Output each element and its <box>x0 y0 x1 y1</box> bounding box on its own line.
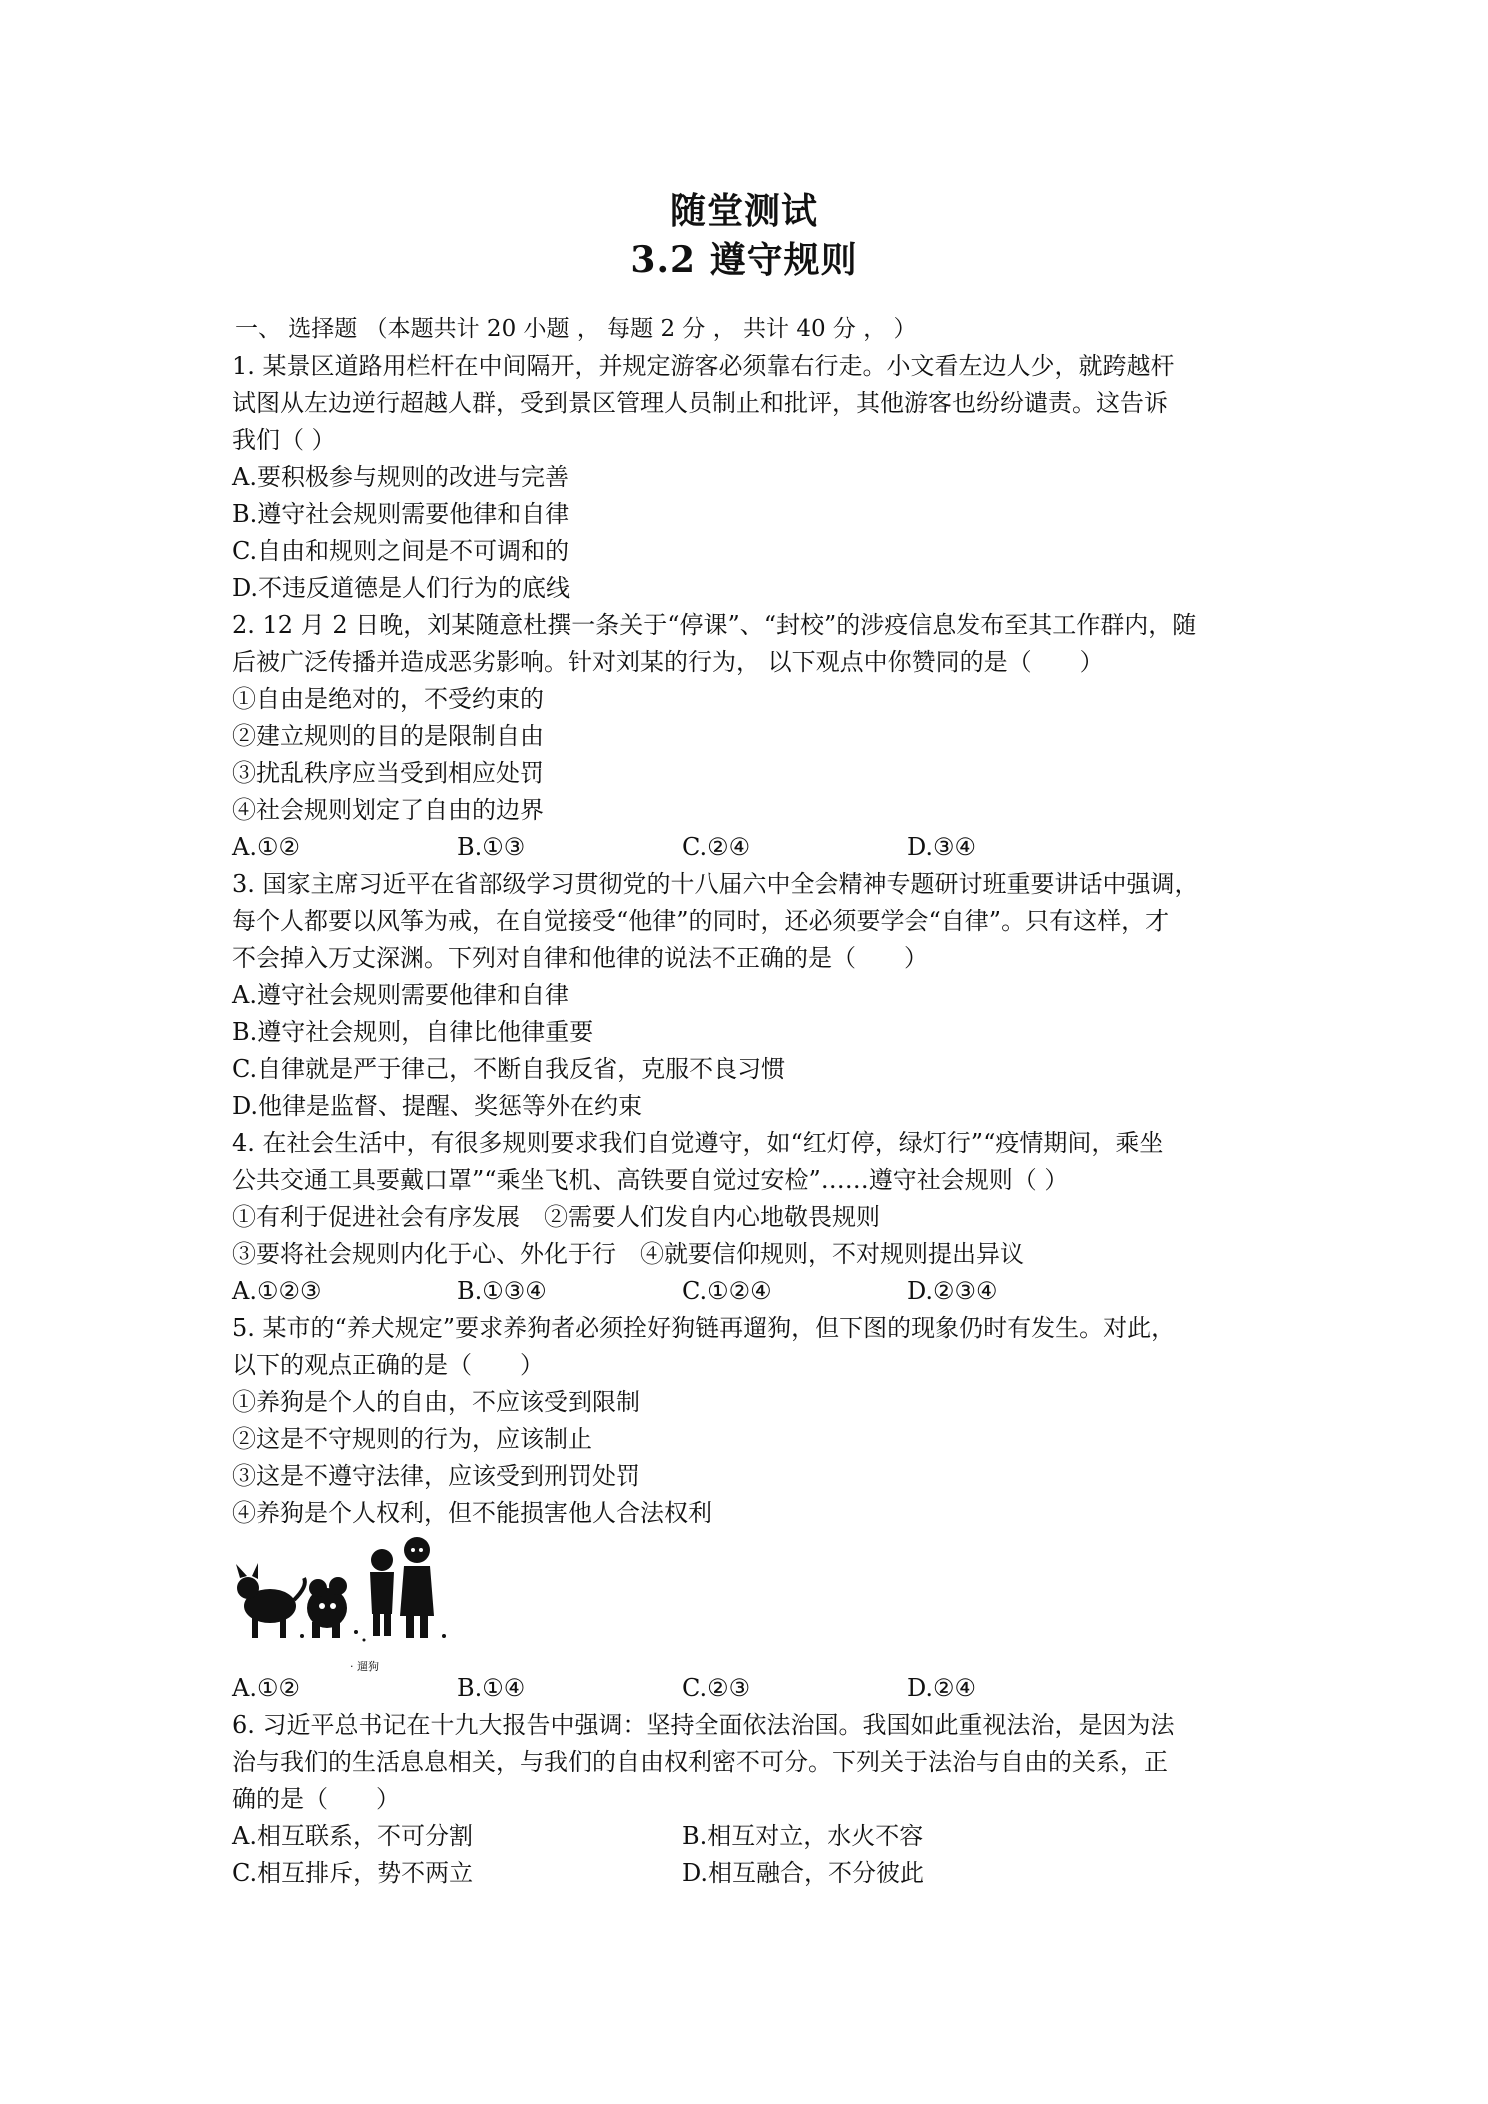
question-stem-line: 治与我们的生活息息相关，与我们的自由权利密不可分。下列关于法治与自由的关系，正 <box>232 1748 1168 1776</box>
question-stem-line: 我们（ ） <box>232 426 336 454</box>
option-d: D.②④ <box>907 1674 977 1702</box>
statement-item: ②这是不守规则的行为，应该制止 <box>232 1425 592 1453</box>
option-row <box>232 1273 1272 1310</box>
question-stem-line: 公共交通工具要戴口罩”“乘坐飞机、高铁要自觉过安检”……遵守社会规则（ ） <box>232 1166 1069 1194</box>
statement-item: ③这是不遵守法律，应该受到刑罚处罚 <box>232 1462 640 1490</box>
question-stem-line: 6. 习近平总书记在十九大报告中强调：坚持全面依法治国。我国如此重视法治，是因为法 <box>232 1711 1175 1739</box>
question-5 <box>232 1310 1272 1707</box>
statement-item: ④养狗是个人权利，但不能损害他人合法权利 <box>232 1499 712 1527</box>
option-b: B.①④ <box>457 1674 526 1702</box>
question-2 <box>232 607 1272 866</box>
statement-item: ②建立规则的目的是限制自由 <box>232 722 544 750</box>
dog-walking-illustration <box>232 1536 452 1648</box>
option-b: B.遵守社会规则需要他律和自律 <box>232 500 570 528</box>
option-a: A.要积极参与规则的改进与完善 <box>232 463 569 491</box>
option-b: B.①③ <box>457 833 526 861</box>
option-a: A.①② <box>232 1674 300 1702</box>
question-1 <box>232 348 1272 607</box>
option-a: A.①② <box>232 833 300 861</box>
question-stem-line: 确的是（ ） <box>232 1785 400 1813</box>
statement-item: ①自由是绝对的，不受约束的 <box>232 685 544 713</box>
section-heading: 一、 选择题 （本题共计 20 小题 ， 每题 2 分 ， 共计 40 分 ， ） <box>235 316 917 342</box>
option-row <box>232 1818 1272 1855</box>
question-stem-line: 试图从左边逆行超越人群，受到景区管理人员制止和批评，其他游客也纷纷谴责。这告诉 <box>232 389 1168 417</box>
option-c: C.自律就是严于律己，不断自我反省，克服不良习惯 <box>232 1055 786 1083</box>
option-b: B.相互对立，水火不容 <box>682 1822 924 1850</box>
option-row <box>232 829 1272 866</box>
option-row <box>232 1855 1272 1892</box>
question-stem-line: 4. 在社会生活中，有很多规则要求我们自觉遵守，如“红灯停，绿灯行”“疫情期间，乘坐 <box>232 1129 1164 1157</box>
question-6 <box>232 1707 1272 1892</box>
question-stem-line: 以下的观点正确的是（ ） <box>232 1351 544 1379</box>
statement-item: ③扰乱秩序应当受到相应处罚 <box>232 759 544 787</box>
option-row <box>232 1670 1272 1707</box>
option-c: C.①②④ <box>682 1277 772 1305</box>
option-a: A.①②③ <box>232 1277 322 1305</box>
question-stem-line: 每个人都要以风筝为戒，在自觉接受“他律”的同时，还必须要学会“自律”。只有这样，才 <box>232 907 1170 935</box>
statement-item: ③要将社会规则内化于心、外化于行 ④就要信仰规则，不对规则提出异议 <box>232 1240 1024 1268</box>
option-d: D.②③④ <box>907 1277 998 1305</box>
option-d: D.相互融合，不分彼此 <box>682 1859 925 1887</box>
statement-item: ①有利于促进社会有序发展 ②需要人们发自内心地敬畏规则 <box>232 1203 880 1231</box>
question-stem-line: 后被广泛传播并造成恶劣影响。针对刘某的行为， 以下观点中你赞同的是（ ） <box>232 648 1104 676</box>
option-c: C.相互排斥，势不两立 <box>232 1859 474 1887</box>
option-b: B.遵守社会规则，自律比他律重要 <box>232 1018 594 1046</box>
option-c: C.自由和规则之间是不可调和的 <box>232 537 570 565</box>
option-c: C.②④ <box>682 833 751 861</box>
option-a: A.遵守社会规则需要他律和自律 <box>232 981 569 1009</box>
statement-item: ④社会规则划定了自由的边界 <box>232 796 544 824</box>
option-d: D.③④ <box>907 833 977 861</box>
question-stem-line: 不会掉入万丈深渊。下列对自律和他律的说法不正确的是（ ） <box>232 944 928 972</box>
question-3 <box>232 866 1272 1125</box>
statement-item: ①养狗是个人的自由，不应该受到限制 <box>232 1388 640 1416</box>
question-4 <box>232 1125 1272 1310</box>
question-stem-line: 5. 某市的“养犬规定”要求养狗者必须拴好狗链再遛狗，但下图的现象仍时有发生。对此， <box>232 1314 1176 1342</box>
option-d: D.不违反道德是人们行为的底线 <box>232 574 571 602</box>
option-d: D.他律是监督、提醒、奖惩等外在约束 <box>232 1092 643 1120</box>
question-stem-line: 2. 12 月 2 日晚，刘某随意杜撰一条关于“停课”、“封校”的涉疫信息发布至其工作群内，随 <box>232 611 1197 639</box>
figure-caption: · 遛狗 <box>350 1660 379 1673</box>
dog-walking-figure <box>232 1532 1272 1673</box>
option-c: C.②③ <box>682 1674 751 1702</box>
question-stem-line: 3. 国家主席习近平在省部级学习贯彻党的十八届六中全会精神专题研讨班重要讲话中强调， <box>232 870 1199 898</box>
document-title: 随堂测试 <box>669 190 818 232</box>
option-b: B.①③④ <box>457 1277 547 1305</box>
question-list <box>232 348 1272 1892</box>
document-subtitle: 3.2 遵守规则 <box>630 239 858 281</box>
option-a: A.相互联系，不可分割 <box>232 1822 473 1850</box>
question-stem-line: 1. 某景区道路用栏杆在中间隔开，并规定游客必须靠右行走。小文看左边人少，就跨越杆 <box>232 352 1175 380</box>
